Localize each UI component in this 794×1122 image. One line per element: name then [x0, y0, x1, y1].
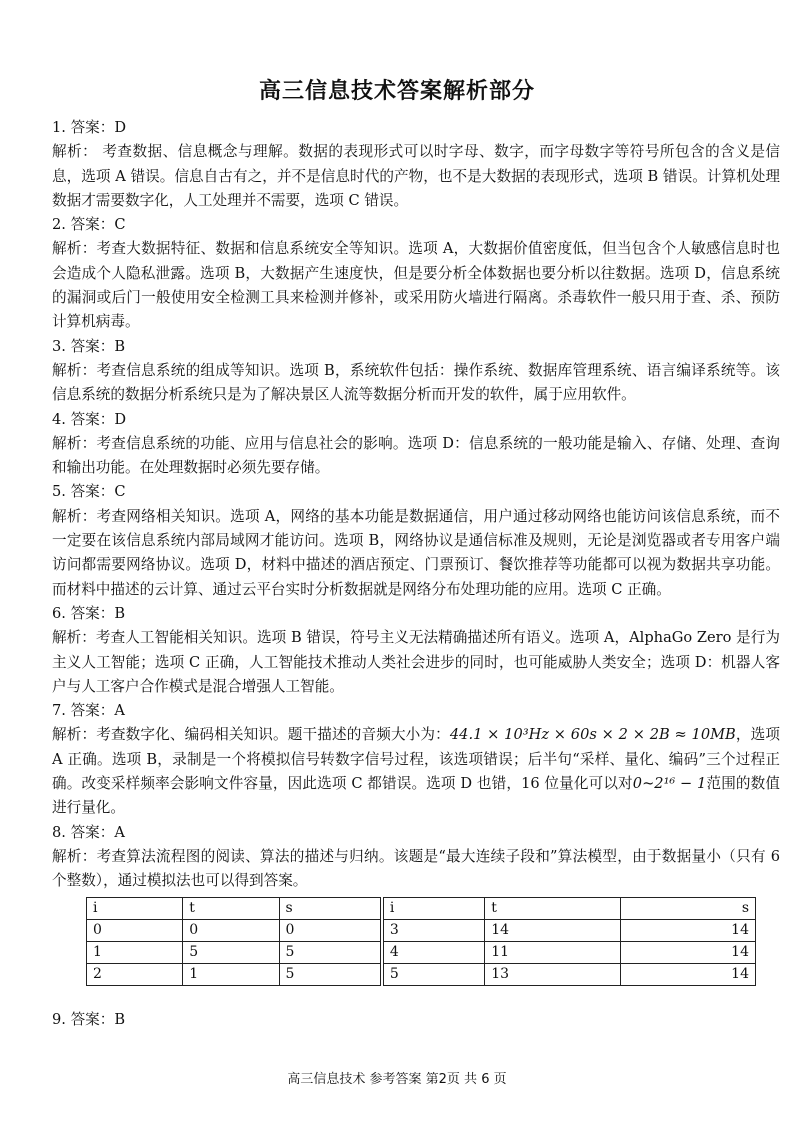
- question-2-analysis: 解析：考查大数据特征、数据和信息系统安全等知识。选项 A，大数据价值密度低，但当包含个人敏感信息时也会造成个人隐私泄露。选项 B，大数据产生速度快，但是要分析全体数据也要分析以往数据。选项 D，信息系统的漏洞或后门一般使用安全检测工具来检测并修补，或采用防火墙进行隔离。杀毒软件一般只用于查、杀、预防计算机病毒。: [52, 240, 780, 331]
- trace-table-row: [87, 919, 756, 941]
- table-cell: 1: [87, 941, 183, 963]
- trace-table-header-row: [87, 897, 756, 919]
- table-cell: 3: [382, 919, 485, 941]
- trace-table-row: [87, 941, 756, 963]
- question-7-answer: 7. 答案：A: [52, 702, 125, 720]
- audio-size-formula: 44.1 × 10³Hz × 60s × 2 × 2B ≈ 10MB: [449, 726, 736, 744]
- spacer: [52, 986, 780, 1008]
- table-cell: 5: [279, 963, 382, 985]
- page-title: 高三信息技术答案解析部分: [258, 79, 535, 104]
- answer-content: [52, 116, 780, 1032]
- table-cell: 2: [87, 963, 183, 985]
- question-8-analysis: 解析：考查算法流程图的阅读、算法的描述与归纳。该题是“最大连续子段和”算法模型，由于数据量小（只有 6 个整数），通过模拟法也可以得到答案。: [52, 847, 780, 890]
- table-cell: 0: [279, 919, 382, 941]
- question-9-answer: 9. 答案：B: [52, 1010, 126, 1028]
- table-cell: 11: [485, 941, 620, 963]
- table-cell: 5: [183, 941, 279, 963]
- page-footer: 高三信息技术 参考答案 第2页 共 6 页: [287, 1072, 507, 1087]
- question-3-analysis: 解析：考查信息系统的组成等知识。选项 B，系统软件包括：操作系统、数据库管理系统、语言编译系统等。该信息系统的数据分析系统只是为了解决景区人流等数据分析而开发的软件，属于应用软件。: [52, 361, 780, 404]
- question-4-analysis: 解析：考查信息系统的功能、应用与信息社会的影响。选项 D：信息系统的一般功能是输入、存储、处理、查询和输出功能。在处理数据时必须先要存储。: [52, 434, 780, 477]
- question-8-answer: 8. 答案：A: [52, 823, 125, 841]
- question-2-answer: 2. 答案：C: [52, 216, 126, 234]
- table-cell: 13: [485, 963, 620, 985]
- question-3-answer: 3. 答案：B: [52, 337, 126, 355]
- table-cell: 14: [620, 963, 755, 985]
- table-cell: 4: [382, 941, 485, 963]
- question-7-analysis-end: 范围的数值进行量化。: [52, 775, 780, 817]
- table-cell: 0: [183, 919, 279, 941]
- question-4-answer: 4. 答案：D: [52, 410, 127, 428]
- table-cell: 1: [183, 963, 279, 985]
- question-1-analysis: 解析： 考查数据、信息概念与理解。数据的表现形式可以时字母、数字，而字母数字等符号所包含的含义是信息，选项 A 错误。信息自古有之，并不是信息时代的产物，也不是大数据的表现形式，选项 B 错误。计算机处理数据才需要数字化，人工处理并不需要，选项 C 错误。: [52, 143, 780, 209]
- header-t-right: t: [485, 897, 620, 919]
- table-cell: 14: [620, 941, 755, 963]
- question-5-analysis: 解析：考查网络相关知识。选项 A，网络的基本功能是数据通信，用户通过移动网络也能访问该信息系统，而不一定要在该信息系统内部局域网才能访问。选项 B，网络协议是通信标准及规则，无论是浏览器或者专用客户端访问都需要网络协议。选项 D，材料中描述的酒店预定、门票预订、餐饮推荐等功能都可以视为数据共享功能。而材料中描述的云计算、通过云平台实时分析数据就是网络分布处理功能的应用。选项 C 正确。: [52, 507, 780, 598]
- table-cell: 0: [87, 919, 183, 941]
- quantization-range-formula: 0~2¹⁶ − 1: [632, 775, 707, 793]
- header-i-left: i: [87, 897, 183, 919]
- header-t-left: t: [183, 897, 279, 919]
- question-7-analysis-intro: 解析：考查数字化、编码相关知识。题干描述的音频大小为：: [52, 726, 450, 744]
- trace-table: [86, 897, 756, 986]
- question-7-analysis-body: ，选项 A 正确。选项 B，录制是一个将模拟信号转数字信号过程，该选项错误；后半句“采样、量化、编码”三个过程正确。改变采样频率会影响文件容量，因此选项 C 都错误。选项 D 也错，16 位量化可以对: [52, 726, 780, 793]
- question-6-analysis: 解析：考查人工智能相关知识。选项 B 错误，符号主义无法精确描述所有语义。选项 A，AlphaGo Zero 是行为主义人工智能；选项 C 正确，人工智能技术推动人类社会进步的同时，也可能威胁人类安全；选项 D：机器人客户与人工客户合作模式是混合增强人工智能。: [52, 629, 780, 695]
- table-cell: 14: [485, 919, 620, 941]
- question-7-analysis: [52, 723, 780, 820]
- table-cell: 5: [279, 941, 382, 963]
- header-s-right: s: [620, 897, 755, 919]
- header-i-right: i: [382, 897, 485, 919]
- table-cell: 14: [620, 919, 755, 941]
- question-6-answer: 6. 答案：B: [52, 604, 126, 622]
- trace-table-row: [87, 963, 756, 985]
- question-1-answer: 1. 答案：D: [52, 119, 127, 136]
- header-s-left: s: [279, 897, 382, 919]
- table-cell: 5: [382, 963, 485, 985]
- question-5-answer: 5. 答案：C: [52, 483, 126, 501]
